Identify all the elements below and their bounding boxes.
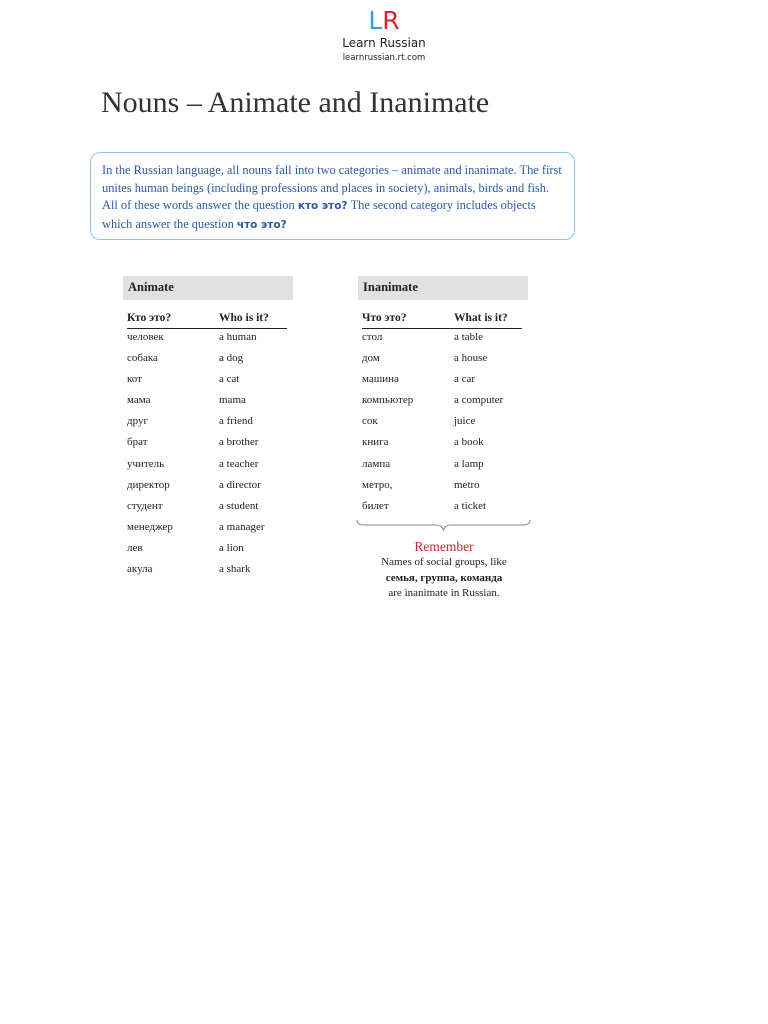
russian-word: стол [362,331,383,343]
russian-word: билет [362,499,389,512]
inanimate-col-russian: Что это? [362,312,407,324]
english-translation: juice [454,415,476,428]
table-row [127,456,293,477]
english-translation: a lamp [454,457,484,470]
table-row [362,477,528,498]
table-row [127,561,293,582]
table-row [127,413,293,434]
table-row [362,413,528,434]
russian-word: кот [127,373,142,386]
english-translation: metro [454,478,480,491]
table-row [127,519,293,540]
table-row [362,434,528,455]
animate-col-russian: Кто это? [127,312,172,324]
table-row [127,329,293,350]
intro-text-2: The second category includes objects which answer the question [102,198,536,231]
english-translation: a table [454,331,484,343]
inanimate-rows [362,329,528,519]
logo-name: Learn Russian [342,36,426,50]
english-translation: a student [219,499,259,512]
english-translation: a brother [219,436,259,449]
english-translation: a house [454,352,488,365]
table-row [362,392,528,413]
table-row [127,392,293,413]
animate-col-english: Who is it? [219,312,269,324]
inanimate-table [358,276,528,519]
intro-text-1: In the Russian language, all nouns fall into two categories – animate and inanimate. The first unites human beings (including professions and places in society), animals, birds and fish. All of these words answer the question [102,163,562,212]
table-row [127,498,293,519]
inanimate-col-english: What is it? [454,312,508,324]
english-translation: a computer [454,394,504,407]
english-translation: a ticket [454,499,487,512]
russian-word: учитель [127,457,165,470]
logo [335,8,433,63]
russian-word: мама [127,394,151,407]
english-translation: a human [219,331,257,343]
russian-word: лампа [362,457,391,470]
animate-heading: Animate [123,276,293,300]
russian-word: собака [127,352,158,365]
russian-word: дом [362,352,380,365]
table-row [127,371,293,392]
english-translation: a lion [219,541,244,554]
russian-word: книга [362,436,389,449]
inanimate-heading: Inanimate [358,276,528,300]
russian-word: метро, [362,478,393,491]
intro-question-what: что это? [236,218,287,231]
english-translation: a dog [219,352,244,365]
english-translation: a teacher [219,457,259,470]
logo-letter-l: L [368,6,383,35]
intro-box [90,152,575,240]
table-row [127,477,293,498]
animate-rows [127,329,293,582]
table-row [127,350,293,371]
remember-title: Remember [414,539,474,554]
english-translation: mama [219,394,246,407]
english-translation: a shark [219,563,251,576]
remember-note [358,538,530,602]
russian-word: друг [127,415,148,428]
russian-word: акула [127,563,153,576]
russian-word: студент [127,499,163,512]
russian-word: компьютер [362,394,414,407]
russian-word: менеджер [127,520,173,533]
table-row [127,434,293,455]
table-row [127,540,293,561]
russian-word: брат [127,436,148,449]
logo-mark [335,8,433,34]
russian-word: лев [127,541,143,554]
russian-word: директор [127,478,170,491]
russian-word: сок [362,415,378,428]
intro-question-who: кто это? [297,200,348,212]
remember-line-2: семья, группа, команда [385,571,503,584]
table-row [362,371,528,392]
logo-url[interactable]: learnrussian.rt.com [342,53,426,63]
table-row [362,329,528,350]
brace-divider [356,516,531,532]
remember-line-3: are inanimate in Russian. [388,587,500,599]
table-row [362,456,528,477]
table-row [362,350,528,371]
animate-column-header [127,311,287,329]
page-title: Nouns – Animate and Inanimate [101,86,490,119]
logo-letter-r: R [382,6,400,35]
russian-word: человек [127,331,164,343]
russian-word: машина [362,373,399,386]
english-translation: a friend [219,415,253,428]
english-translation: a car [454,373,476,386]
english-translation: a book [454,436,484,449]
animate-table [123,276,293,582]
english-translation: a director [219,478,261,491]
english-translation: a manager [219,520,265,533]
inanimate-column-header [362,311,522,329]
remember-line-1: Names of social groups, like [381,556,507,568]
english-translation: a cat [219,373,240,386]
